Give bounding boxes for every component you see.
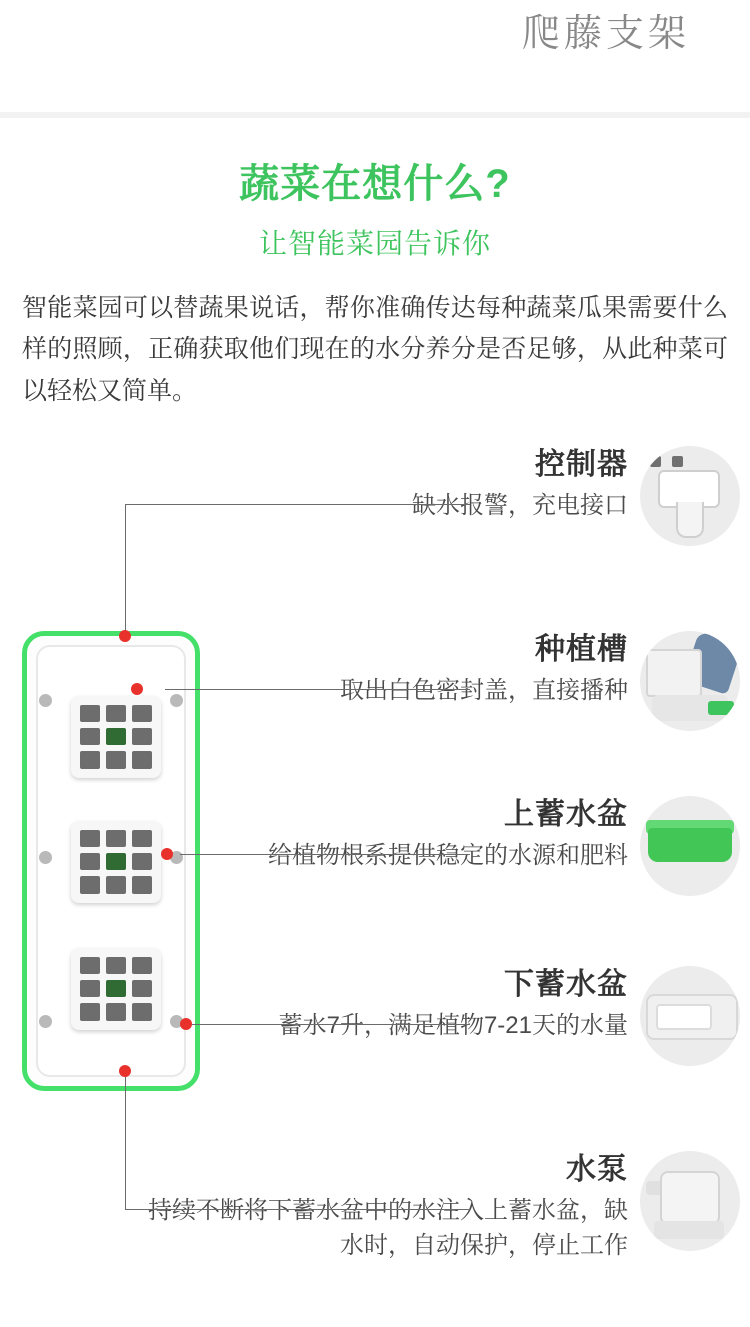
leader-line-planting-slot [165, 689, 470, 691]
leader-line-pump-vertical [125, 1071, 127, 1209]
pod-cell [106, 830, 126, 847]
leader-line-lower-basin [190, 1024, 470, 1026]
feature-title: 上蓄水盆 [504, 797, 628, 831]
pod-cell [80, 980, 100, 997]
leader-line-controller-vertical [125, 504, 127, 636]
pod-cell [80, 876, 100, 893]
screw-icon [39, 694, 52, 707]
banner-title: 爬藤支架 [521, 11, 690, 55]
leader-line-pump-horizontal [125, 1209, 470, 1211]
planting-slot-icon [640, 631, 740, 731]
pod-cell [106, 876, 126, 893]
leader-line-controller-horizontal [125, 504, 470, 506]
intro-paragraph: 智能菜园可以替蔬果说话，帮你准确传达每种蔬菜瓜果需要什么样的照顾，正确获取他们现在的水分养分是否足够，从此种菜可以轻松又简单。 [22, 294, 728, 405]
feature-desc: 蓄水7升，满足植物7-21天的水量 [278, 1012, 628, 1040]
pod-cell [80, 957, 100, 974]
pod-cell [132, 751, 152, 768]
top-banner [0, 0, 750, 118]
pod-cell [80, 705, 100, 722]
pod-cell [132, 728, 152, 745]
headline-main: 蔬菜在想什么? [239, 162, 511, 206]
water-pump-icon [640, 1151, 740, 1251]
feature-text-lower-basin [138, 966, 628, 1044]
headline-block [0, 118, 750, 262]
feature-title: 下蓄水盆 [504, 967, 628, 1001]
pod-cell-seeded [106, 980, 126, 997]
banner-divider [0, 112, 750, 118]
controller-icon [640, 446, 740, 546]
feature-text-upper-basin [138, 796, 628, 874]
pod-cell-seeded [106, 853, 126, 870]
lower-water-basin-icon [640, 966, 740, 1066]
pod-cell [80, 751, 100, 768]
upper-water-basin-icon [640, 796, 740, 896]
feature-title: 种植槽 [535, 632, 628, 666]
feature-text-controller [138, 446, 628, 524]
feature-text-pump [138, 1151, 628, 1264]
marker-dot-upper-basin [161, 848, 173, 860]
pod-cell [80, 1003, 100, 1020]
screw-icon [39, 851, 52, 864]
pod-cell [106, 1003, 126, 1020]
pod-cell [80, 728, 100, 745]
screw-icon [39, 1015, 52, 1028]
feature-desc: 缺水报警，充电接口 [412, 492, 628, 520]
marker-dot-controller [119, 630, 131, 642]
product-diagram [0, 446, 750, 1276]
headline-sub: 让智能菜园告诉你 [258, 228, 491, 259]
feature-text-planting-slot [138, 631, 628, 709]
feature-desc: 取出白色密封盖，直接播种 [340, 677, 628, 705]
feature-title: 水泵 [566, 1152, 628, 1186]
pod-cell [80, 830, 100, 847]
pod-cell [80, 853, 100, 870]
pod-cell [106, 751, 126, 768]
marker-dot-lower-basin [180, 1018, 192, 1030]
feature-desc: 给植物根系提供稳定的水源和肥料 [268, 842, 628, 870]
pod-cell [106, 705, 126, 722]
marker-dot-pump [119, 1065, 131, 1077]
feature-title: 控制器 [535, 447, 628, 481]
pod-cell [132, 876, 152, 893]
pod-cell [106, 957, 126, 974]
pod-cell-seeded [106, 728, 126, 745]
marker-dot-planting-slot [131, 683, 143, 695]
feature-desc: 持续不断将下蓄水盆中的水注入上蓄水盆，缺水时，自动保护，停止工作 [148, 1197, 628, 1260]
leader-line-upper-basin [180, 854, 470, 856]
